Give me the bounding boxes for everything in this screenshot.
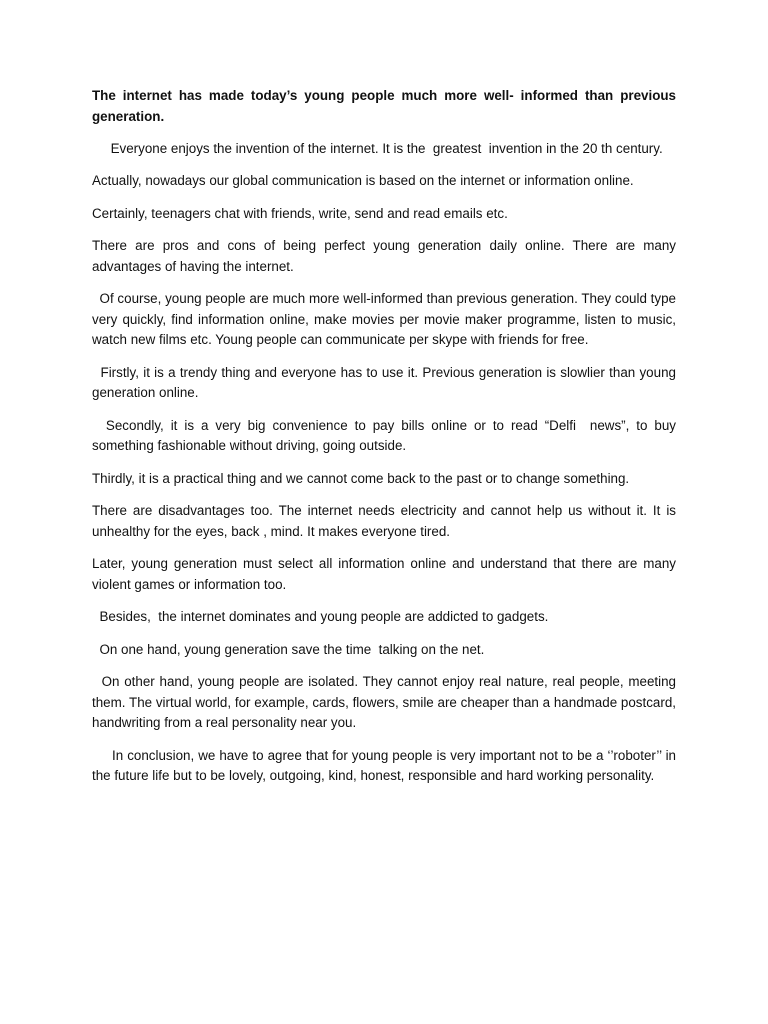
paragraph-conclusion: In conclusion, we have to agree that for young people is very important not to be a ‘’roboter’’ in the future life but to be lovely, outgoing, kind, honest, responsible and hard working personality. bbox=[92, 747, 680, 783]
paragraph-disadvantages: There are disadvantages too. The internet needs electricity and cannot help us without it. It is unhealthy for the eyes, back , mind. It makes everyone tired. bbox=[92, 503, 680, 539]
paragraph-other-hand: On other hand, young people are isolated. They cannot enjoy real nature, real people, meeting them. The virtual world, for example, cards, flowers, smile are cheaper than a handmade postcard, handwriting from a real personality near you. bbox=[92, 674, 680, 730]
document-page bbox=[92, 86, 680, 799]
paragraph-thirdly: Thirdly, it is a practical thing and we cannot come back to the past or to change something. bbox=[92, 470, 630, 486]
paragraph-well-informed: Of course, young people are much more well-informed than previous generation. They could type very quickly, find information online, make movies per movie maker programme, listen to music, watch new films etc. Young people can communicate per skype with friends for free. bbox=[92, 291, 680, 347]
paragraph-later: Later, young generation must select all information online and understand that there are many violent games or information too. bbox=[92, 556, 680, 592]
paragraph-one-hand: On one hand, young generation save the time talking on the net. bbox=[92, 641, 485, 657]
paragraph-besides: Besides, the internet dominates and young people are addicted to gadgets. bbox=[92, 609, 549, 624]
paragraph-firstly: Firstly, it is a trendy thing and everyone has to use it. Previous generation is slowlier than young generation online. bbox=[92, 364, 680, 400]
paragraph-teenagers: Certainly, teenagers chat with friends, write, send and read emails etc. bbox=[92, 205, 508, 221]
document-title: The internet has made today’s young people much more well- informed than previous generation. bbox=[92, 88, 676, 124]
paragraph-secondly: Secondly, it is a very big convenience to pay bills online or to read “Delfi news”, to buy something fashionable without driving, going outside. bbox=[92, 417, 680, 453]
paragraph-pros-cons: There are pros and cons of being perfect young generation daily online. There are many advantages of having the internet. bbox=[92, 238, 680, 274]
paragraph-intro: Everyone enjoys the invention of the internet. It is the greatest invention in the 20 th century. bbox=[92, 140, 663, 156]
paragraph-global-communication: Actually, nowadays our global communication is based on the internet or information online. bbox=[92, 173, 634, 188]
